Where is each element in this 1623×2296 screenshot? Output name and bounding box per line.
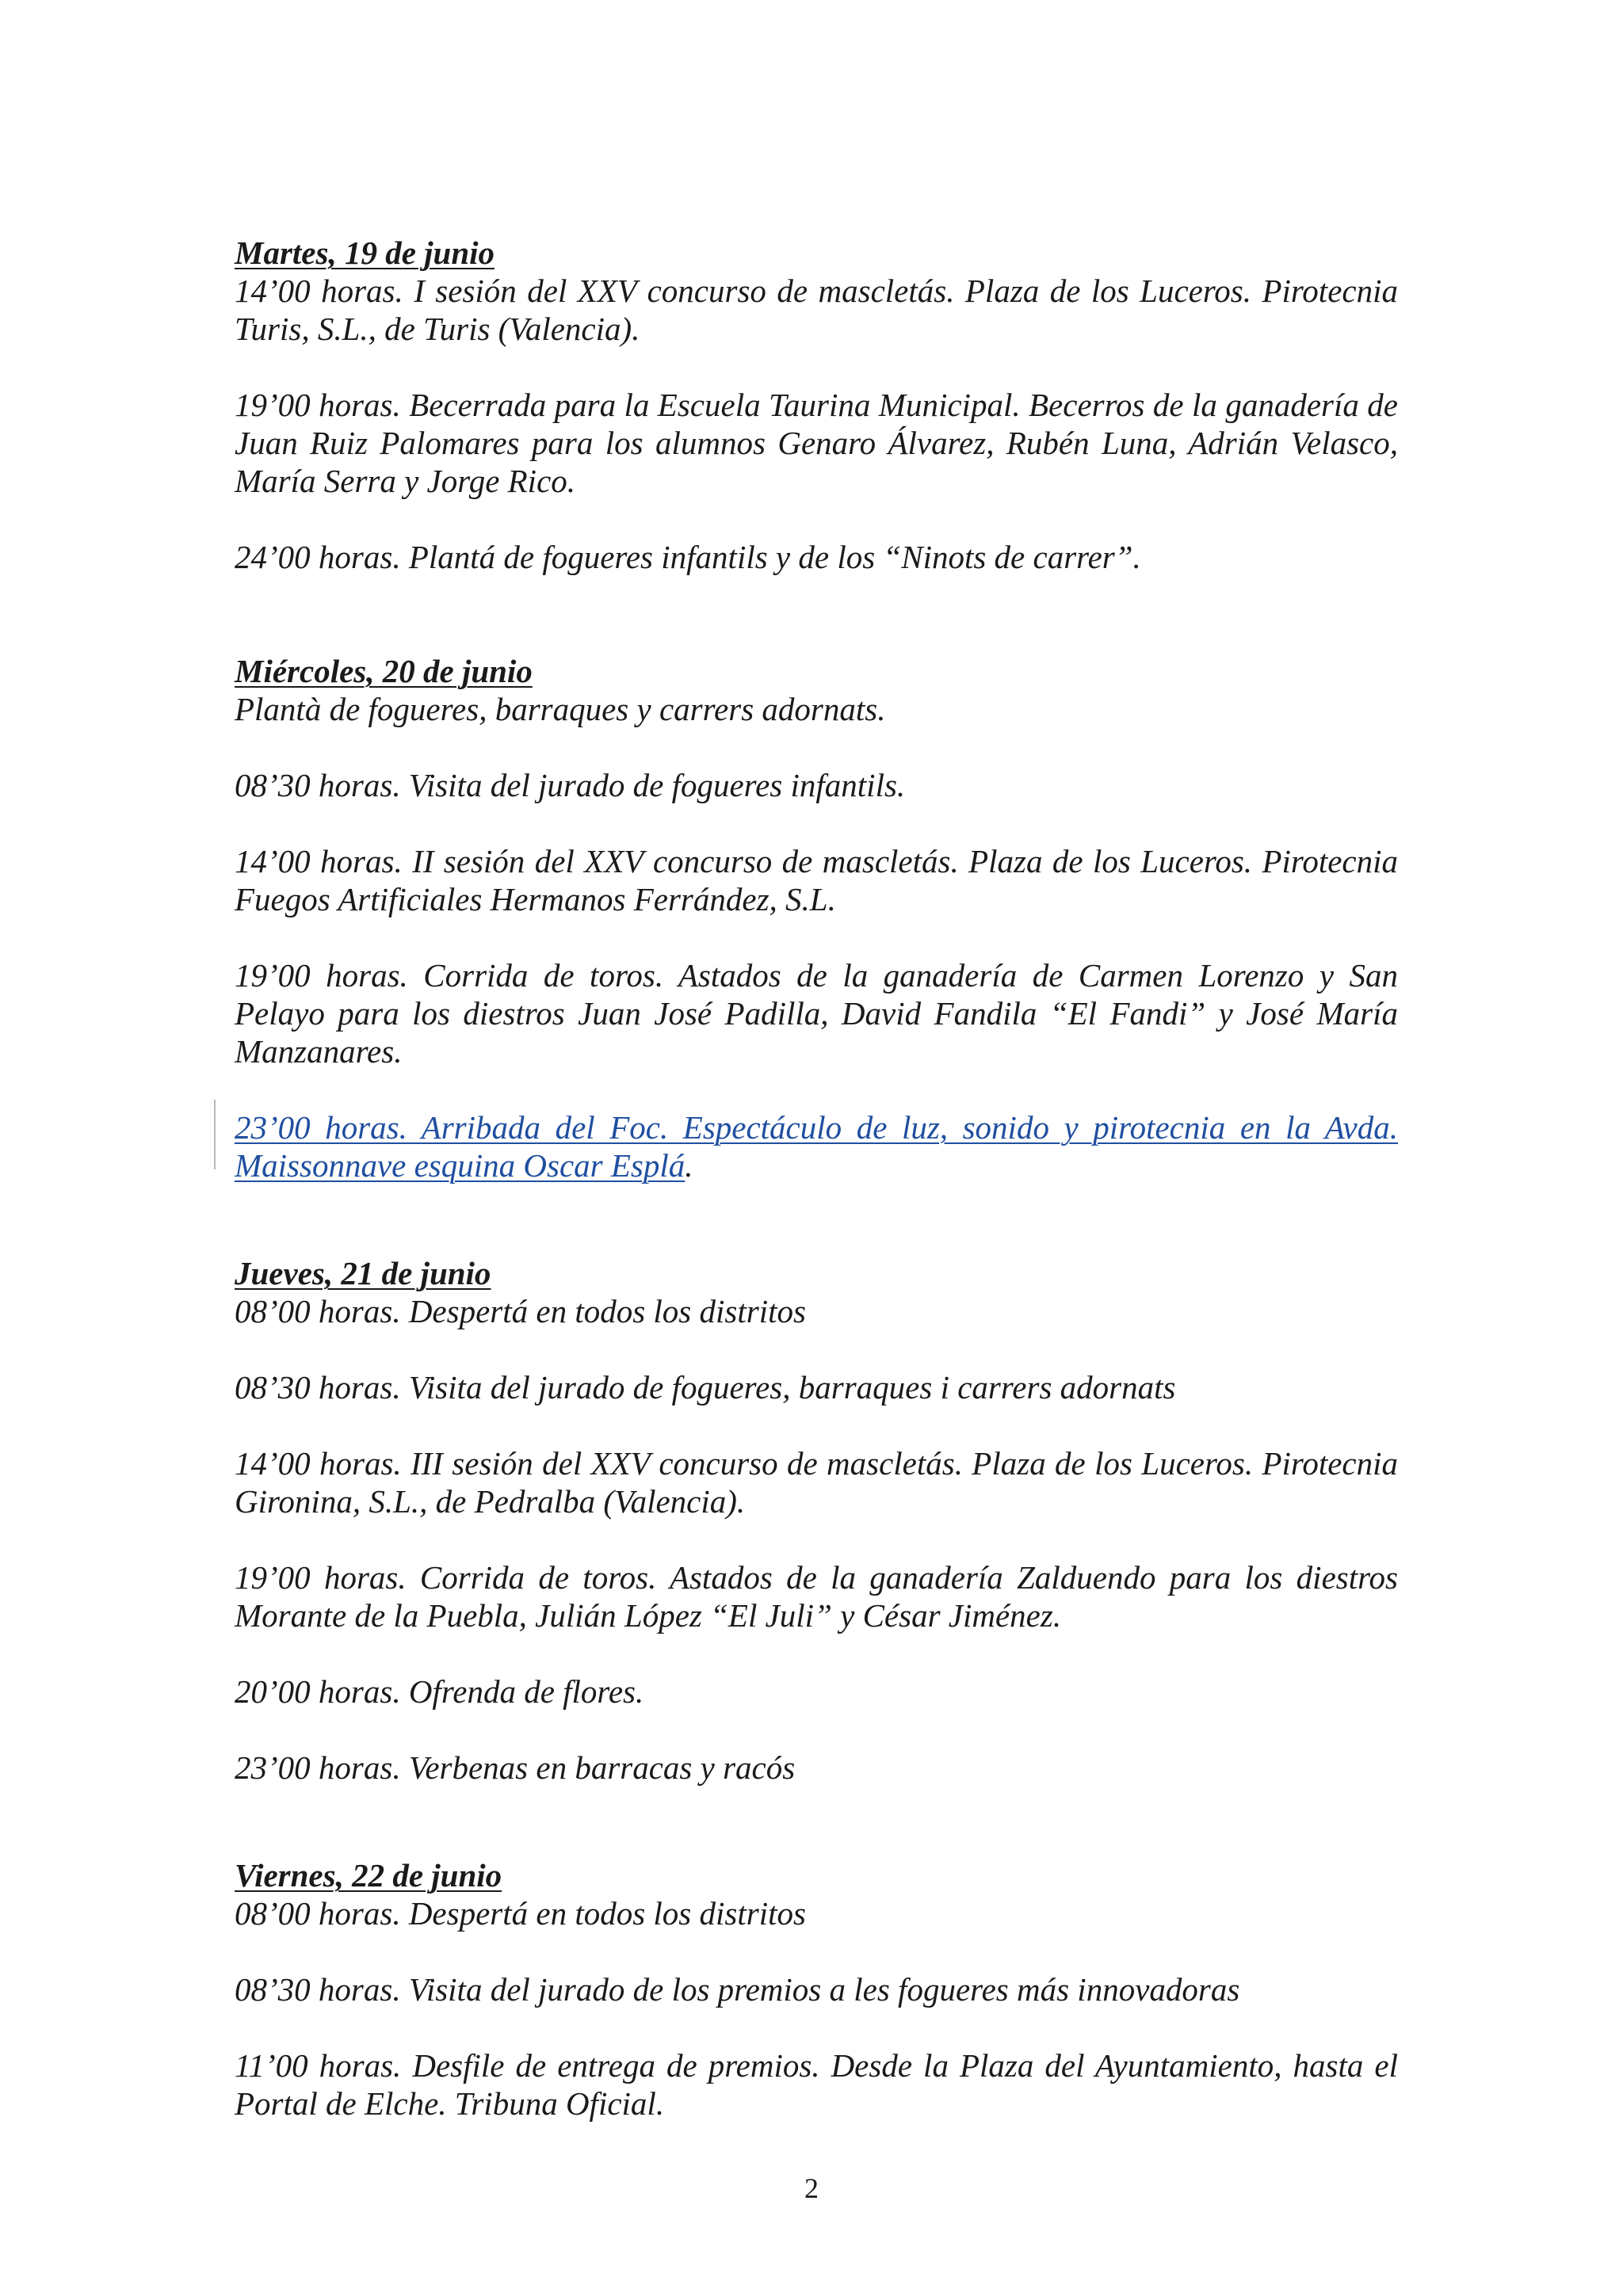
entry-miercoles-planta: Plantà de fogueres, barraques y carrers adornats. [235, 691, 886, 727]
arribada-del-foc-link[interactable]: 23’00 horas. Arribada del Foc. Espectáculo de luz, sonido y pirotecnia en la Avda. Maissonnave esquina Oscar Esplá [235, 1109, 1398, 1184]
entry-martes-2400: 24’00 horas. Plantá de fogueres infantils y de los “Ninots de carrer”. [235, 539, 1141, 575]
entry-jueves-2000: 20’00 horas. Ofrenda de flores. [235, 1673, 644, 1710]
entry-miercoles-1400: 14’00 horas. II sesión del XXV concurso de mascletás. Plaza de los Luceros. Pirotecnia Fuegos Artificiales Hermanos Ferrández, S.L. [235, 843, 1398, 917]
entry-viernes-1100: 11’00 horas. Desfile de entrega de premios. Desde la Plaza del Ayuntamiento, hasta el Portal de Elche. Tribuna Oficial. [235, 2047, 1398, 2122]
entry-viernes-0800: 08’00 horas. Despertá en todos los distritos [235, 1895, 806, 1932]
entry-miercoles-2300: 23’00 horas. Arribada del Foc. Espectáculo de luz, sonido y pirotecnia en la Avda. Maissonnave esquina Oscar Esplá. [235, 1109, 1398, 1184]
entry-martes-1400: 14’00 horas. I sesión del XXV concurso de mascletás. Plaza de los Luceros. Pirotecnia Turis, S.L., de Turis (Valencia). [235, 273, 1398, 347]
section-heading-miercoles: Miércoles, 20 de junio [235, 653, 533, 689]
section-heading-martes: Martes, 19 de junio [235, 235, 495, 271]
section-heading-jueves: Jueves, 21 de junio [235, 1255, 491, 1291]
entry-jueves-0830: 08’30 horas. Visita del jurado de fogueres, barraques i carrers adornats [235, 1369, 1176, 1405]
section-heading-viernes: Viernes, 22 de junio [235, 1857, 502, 1894]
entry-jueves-0800: 08’00 horas. Despertá en todos los distritos [235, 1293, 806, 1329]
entry-martes-1900: 19’00 horas. Becerrada para la Escuela Taurina Municipal. Becerros de la ganadería de Juan Ruiz Palomares para los alumnos Genaro Álvarez, Rubén Luna, Adrián Velasco, María Serra y Jorge Rico. [235, 387, 1398, 499]
entry-jueves-1400: 14’00 horas. III sesión del XXV concurso de mascletás. Plaza de los Luceros. Pirotecnia Gironina, S.L., de Pedralba (Valencia). [235, 1445, 1398, 1520]
entry-jueves-1900: 19’00 horas. Corrida de toros. Astados de la ganadería Zalduendo para los diestros Morante de la Puebla, Julián López “El Juli” y César Jiménez. [235, 1559, 1398, 1634]
entry-miercoles-0830: 08’30 horas. Visita del jurado de fogueres infantils. [235, 767, 906, 803]
entry-jueves-2300: 23’00 horas. Verbenas en barracas y racós [235, 1749, 796, 1786]
page-number: 2 [804, 2172, 819, 2204]
revision-change-bar [214, 1100, 216, 1169]
entry-miercoles-1900: 19’00 horas. Corrida de toros. Astados de la ganadería de Carmen Lorenzo y San Pelayo para los diestros Juan José Padilla, David Fandila “El Fandi” y José María Manzanares. [235, 957, 1398, 1070]
entry-viernes-0830: 08’30 horas. Visita del jurado de los premios a les fogueres más innovadoras [235, 1971, 1240, 2008]
